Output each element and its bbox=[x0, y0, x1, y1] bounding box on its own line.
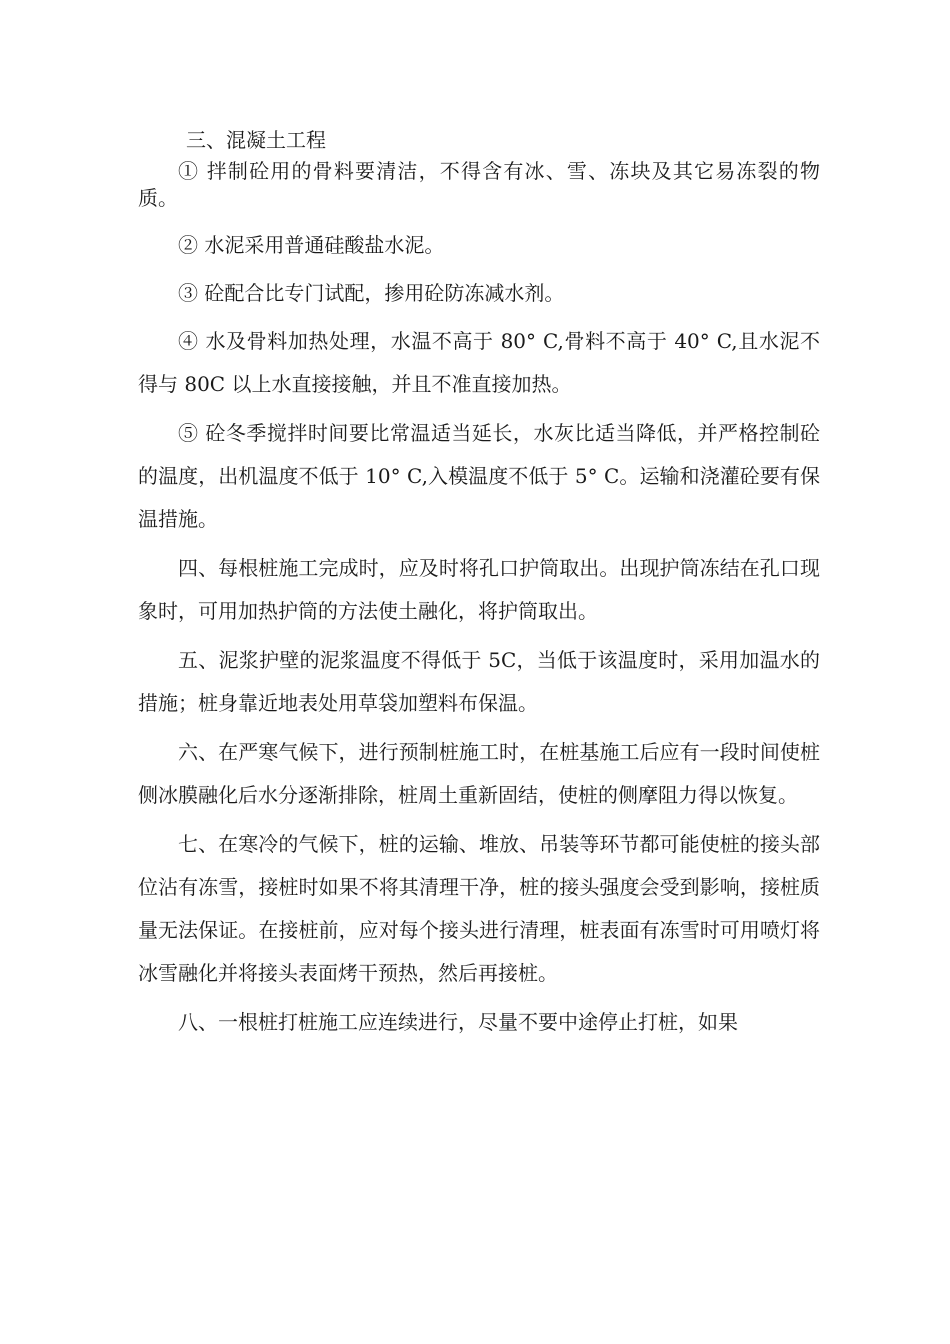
list-item-1: ① 拌制砼用的骨料要清洁，不得含有冰、雪、冻块及其它易冻裂的物质。 bbox=[138, 159, 820, 210]
paragraph-section-6: 六、在严寒气候下，进行预制桩施工时，在桩基施工后应有一段时间使桩侧冰膜融化后水分逐渐排除，桩周土重新固结，使桩的侧摩阻力得以恢复。 bbox=[138, 740, 820, 807]
list-item-4: ④ 水及骨料加热处理，水温不高于 80° C,骨料不高于 40° C,且水泥不得与 80C 以上水直接接触，并且不准直接加热。 bbox=[138, 329, 820, 396]
paragraph-section-4: 四、每根桩施工完成时，应及时将孔口护筒取出。出现护筒冻结在孔口现象时，可用加热护筒的方法使土融化，将护筒取出。 bbox=[138, 556, 820, 623]
paragraph-section-8: 八、一根桩打桩施工应连续进行，尽量不要中途停止打桩，如果 bbox=[178, 1010, 738, 1034]
list-item-3: ③ 砼配合比专门试配，掺用砼防冻减水剂。 bbox=[178, 281, 565, 305]
document-body bbox=[138, 224, 820, 1044]
paragraph-section-5: 五、泥浆护壁的泥浆温度不得低于 5C，当低于该温度时，采用加温水的措施；桩身靠近地表处用草袋加塑料布保温。 bbox=[138, 648, 820, 715]
section-heading: 三、混凝土工程 bbox=[186, 128, 326, 152]
paragraph-section-7: 七、在寒冷的气候下，桩的运输、堆放、吊装等环节都可能使桩的接头部位沾有冻雪，接桩时如果不将其清理干净，桩的接头强度会受到影响，接桩质量无法保证。在接桩前，应对每个接头进行清理，桩表面有冻雪时可用喷灯将冰雪融化并将接头表面烤干预热，然后再接桩。 bbox=[138, 832, 820, 985]
list-item-2: ② 水泥采用普通硅酸盐水泥。 bbox=[178, 233, 445, 257]
list-item-5: ⑤ 砼冬季搅拌时间要比常温适当延长，水灰比适当降低，并严格控制砼的温度，出机温度不低于 10° C,入模温度不低于 5° C。运输和浇灌砼要有保温措施。 bbox=[138, 421, 820, 531]
